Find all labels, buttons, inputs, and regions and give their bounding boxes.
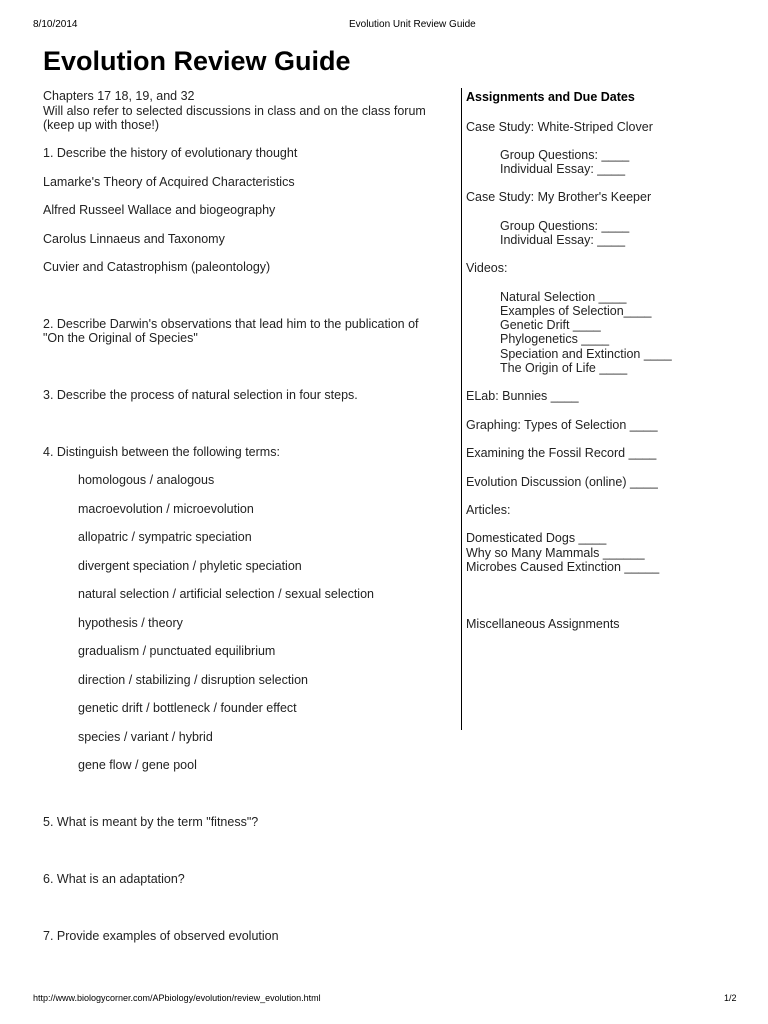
assignment-item: Individual Essay: ____ — [500, 233, 626, 247]
question-2: 2. Describe Darwin's observations that lead him to the publication of — [43, 317, 419, 331]
term-pair: hypothesis / theory — [78, 616, 183, 630]
video-item: The Origin of Life ____ — [500, 361, 628, 375]
video-item: Speciation and Extinction ____ — [500, 347, 672, 361]
assignment-item: Group Questions: ____ — [500, 219, 630, 233]
topic-item: Lamarke's Theory of Acquired Characteristics — [43, 175, 295, 189]
term-pair: genetic drift / bottleneck / founder effect — [78, 701, 297, 715]
question-4: 4. Distinguish between the following terms: — [43, 445, 280, 459]
document-title: Evolution Review Guide — [43, 46, 351, 76]
print-page-title: Evolution Unit Review Guide — [349, 19, 476, 30]
elab-item: ELab: Bunnies ____ — [466, 389, 579, 403]
videos-heading: Videos: — [466, 261, 508, 275]
discussion-item: Evolution Discussion (online) ____ — [466, 475, 658, 489]
topic-item: Carolus Linnaeus and Taxonomy — [43, 232, 225, 246]
article-item: Domesticated Dogs ____ — [466, 531, 607, 545]
articles-heading: Articles: — [466, 503, 511, 517]
video-item: Genetic Drift ____ — [500, 318, 601, 332]
question-3: 3. Describe the process of natural selection in four steps. — [43, 388, 358, 402]
print-url: http://www.biologycorner.com/APbiology/evolution/review_evolution.html — [33, 993, 321, 1003]
question-6: 6. What is an adaptation? — [43, 872, 185, 886]
intro-note: Will also refer to selected discussions in class and on the class forum — [43, 104, 426, 118]
topic-item: Alfred Russeel Wallace and biogeography — [43, 203, 276, 217]
print-date: 8/10/2014 — [33, 19, 78, 30]
case-study-1: Case Study: White-Striped Clover — [466, 120, 653, 134]
video-item: Examples of Selection____ — [500, 304, 652, 318]
topic-item: Cuvier and Catastrophism (paleontology) — [43, 260, 271, 274]
term-pair: macroevolution / microevolution — [78, 502, 254, 516]
term-pair: gene flow / gene pool — [78, 758, 197, 772]
term-pair: natural selection / artificial selection / sexual selection — [78, 587, 374, 601]
term-pair: direction / stabilizing / disruption selection — [78, 673, 308, 687]
term-pair: homologous / analogous — [78, 473, 215, 487]
assignment-item: Group Questions: ____ — [500, 148, 630, 162]
term-pair: gradualism / punctuated equilibrium — [78, 644, 276, 658]
misc-item: Miscellaneous Assignments — [466, 617, 620, 631]
term-pair: allopatric / sympatric speciation — [78, 530, 252, 544]
video-item: Phylogenetics ____ — [500, 332, 610, 346]
column-divider — [461, 88, 462, 730]
assignments-heading: Assignments and Due Dates — [466, 90, 635, 104]
article-item: Why so Many Mammals ______ — [466, 546, 645, 560]
question-1: 1. Describe the history of evolutionary thought — [43, 146, 298, 160]
video-item: Natural Selection ____ — [500, 290, 627, 304]
intro-chapters: Chapters 17 18, 19, and 32 — [43, 89, 195, 103]
assignment-item: Individual Essay: ____ — [500, 162, 626, 176]
case-study-2: Case Study: My Brother's Keeper — [466, 190, 652, 204]
graphing-item: Graphing: Types of Selection ____ — [466, 418, 658, 432]
intro-note-cont: (keep up with those!) — [43, 118, 160, 132]
term-pair: divergent speciation / phyletic speciation — [78, 559, 302, 573]
term-pair: species / variant / hybrid — [78, 730, 213, 744]
question-2-cont: "On the Original of Species" — [43, 331, 198, 345]
article-item: Microbes Caused Extinction _____ — [466, 560, 660, 574]
question-5: 5. What is meant by the term "fitness"? — [43, 815, 259, 829]
fossil-item: Examining the Fossil Record ____ — [466, 446, 657, 460]
question-7: 7. Provide examples of observed evolution — [43, 929, 279, 943]
page-number: 1/2 — [724, 993, 737, 1003]
